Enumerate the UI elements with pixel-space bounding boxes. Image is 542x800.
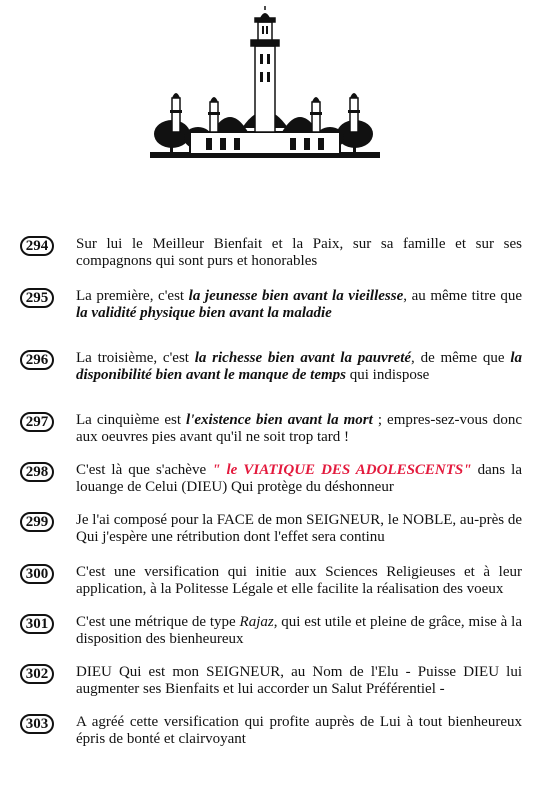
verse-number-badge: 303 bbox=[20, 714, 54, 734]
text-segment: C'est une métrique de type bbox=[76, 614, 240, 630]
verse-number-badge: 297 bbox=[20, 412, 54, 432]
verse-text bbox=[76, 614, 522, 648]
text-segment: , de même que bbox=[411, 350, 511, 366]
verse-text: Je l'ai composé pour la FACE de mon SEIGNEUR, le NOBLE, au-près de Qui j'espère une rétribution dont l'effet sera continu bbox=[76, 512, 522, 545]
text-segment: La cinquième est bbox=[76, 412, 187, 428]
text-segment: qui indispose bbox=[346, 367, 430, 383]
emphasis-text: la validité physique bien avant la maladie bbox=[76, 305, 332, 321]
text-segment: C'est là que s'achève bbox=[76, 462, 213, 478]
italic-term: Rajaz bbox=[239, 614, 274, 630]
verse-number-badge: 298 bbox=[20, 462, 54, 482]
text-segment: La troisième, c'est bbox=[76, 350, 195, 366]
text-segment: dans la louange de Celui (DIEU) Qui protège du déshonneur bbox=[76, 462, 522, 495]
emphasis-text: la jeunesse bien avant la vieillesse bbox=[188, 288, 404, 304]
emphasis-text: la richesse bien avant la pauvreté bbox=[194, 350, 412, 366]
verse-text bbox=[76, 462, 522, 496]
verse-text: A agréé cette versification qui profite auprès de Lui à tout bienheureux épris de bonté et clairvoyant bbox=[76, 714, 522, 747]
verse-number-badge: 302 bbox=[20, 664, 54, 684]
verse-text bbox=[76, 288, 522, 322]
emphasis-text: la disponibilité bien avant le manque de temps bbox=[76, 350, 522, 383]
verse-number-badge: 296 bbox=[20, 350, 54, 370]
verse-number-badge: 300 bbox=[20, 564, 54, 584]
verse-text: DIEU Qui est mon SEIGNEUR, au Nom de l'Elu - Puisse DIEU lui augmenter ses Bienfaits et lui accorder un Salut Préférentiel - bbox=[76, 664, 522, 697]
verse-number-badge: 294 bbox=[20, 236, 54, 256]
text-segment: ; empres-sez-vous donc aux oeuvres pies avant qu'il ne soit trop tard ! bbox=[76, 412, 523, 445]
verse-number-badge: 295 bbox=[20, 288, 54, 308]
verse-text bbox=[76, 412, 522, 446]
text-segment: , qui est utile et pleine de grâce, mise à la disposition des bienheureux bbox=[76, 614, 523, 647]
verse-number-badge: 301 bbox=[20, 614, 54, 634]
text-segment: , au même titre que bbox=[403, 288, 522, 304]
text-segment: La première, c'est bbox=[76, 288, 189, 304]
verse-text: Sur lui le Meilleur Bienfait et la Paix, sur sa famille et sur ses compagnons qui sont purs et honorables bbox=[76, 236, 522, 269]
verse-text: C'est une versification qui initie aux Sciences Religieuses et à leur application, à la Politesse Légale et elle facilite la réalisation des voeux bbox=[76, 564, 522, 597]
verse-text bbox=[76, 350, 522, 384]
verse-number-badge: 299 bbox=[20, 512, 54, 532]
book-title-highlight: " le VIATIQUE DES ADOLESCENTS" bbox=[212, 462, 472, 478]
emphasis-text: l'existence bien avant la mort bbox=[186, 412, 373, 428]
